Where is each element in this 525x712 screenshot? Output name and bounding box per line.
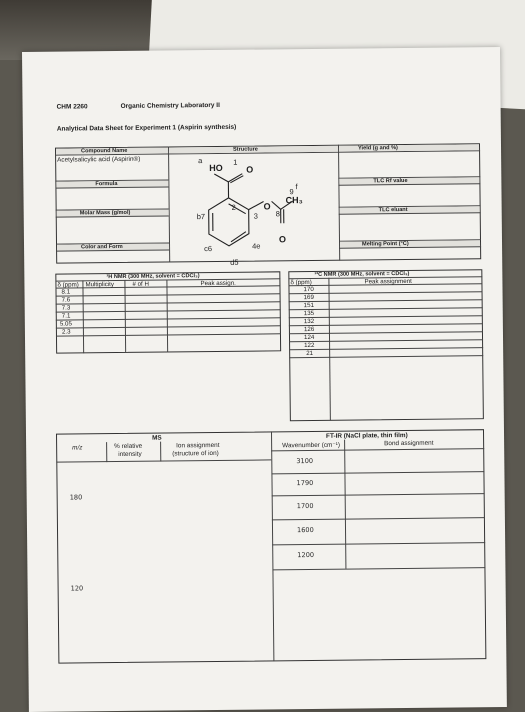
hnmr-col-assign: Peak assign. <box>200 280 236 287</box>
ftir-col-wavenumber: Wavenumber (cm⁻¹) <box>282 441 340 450</box>
label-9: 9 <box>289 187 293 196</box>
atom-ho: HO <box>209 163 223 173</box>
atom-ch3: CH₃ <box>286 195 303 205</box>
hnmr-col-ppm: δ (ppm) <box>57 281 78 288</box>
sheet-subtitle: Analytical Data Sheet for Experiment 1 (Aspirin synthesis) <box>57 124 237 133</box>
structure-label: Structure <box>233 147 258 153</box>
cnmr-ppm-row: 169 <box>304 294 314 301</box>
cnmr-ppm-row: 122 <box>304 342 314 349</box>
tlc-eluant-label: TLC eluant <box>379 207 408 213</box>
hnmr-ppm-row: 5.05 <box>60 320 72 327</box>
ms-col-mz: m/z <box>72 444 82 451</box>
ms-col-ion-b: (structure of ion) <box>172 450 219 457</box>
ftir-col-bond: Bond assignment <box>384 440 433 448</box>
label-2: 2 <box>232 203 236 212</box>
label-a: a <box>198 156 202 165</box>
ftir-title: FT-IR (NaCl plate, thin film) <box>326 432 408 440</box>
ms-col-rel-b: intensity <box>118 451 142 458</box>
compound-name-label: Compound Name <box>81 148 127 154</box>
color-form-label: Color and Form <box>81 244 123 250</box>
hnmr-ppm-row: 2.3 <box>62 329 71 336</box>
ms-col-rel-a: % relative <box>114 443 142 450</box>
ftir-value-row: 3100 <box>296 457 313 465</box>
ms-col-ion-a: Ion assignment <box>176 442 219 449</box>
ms-value-row: 180 <box>70 493 83 501</box>
cnmr-ppm-row: 126 <box>304 326 314 333</box>
ms-title: MS <box>152 435 162 442</box>
cnmr-col-assign: Peak assignment <box>364 278 412 285</box>
cnmr-ppm-row: 151 <box>304 302 314 309</box>
molar-mass-label: Molar Mass (g/mol) <box>80 210 131 217</box>
hnmr-col-nh: # of H <box>132 281 149 288</box>
label-3: 3 <box>254 212 258 221</box>
hnmr-col-multiplicity: Multiplicity <box>85 281 114 288</box>
atom-o-ester: O <box>264 201 271 211</box>
label-f: f <box>295 182 297 191</box>
label-4e: 4e <box>252 242 260 251</box>
yield-label: Yield (g and %) <box>358 145 398 151</box>
label-d5: d5 <box>230 258 238 267</box>
hnmr-title: ¹H NMR (300 MHz, solvent = CDCl₃) <box>106 273 199 280</box>
hnmr-ppm-row: 7.1 <box>62 313 71 320</box>
cnmr-ppm-row: 135 <box>304 310 314 317</box>
lab-title: Organic Chemistry Laboratory II <box>121 102 220 110</box>
melting-point-label: Melting Point (°C) <box>362 241 409 247</box>
label-1: 1 <box>233 158 237 167</box>
compound-name-value: Acetylsalicylic acid (Aspirin®) <box>57 156 140 164</box>
hnmr-ppm-row: 7.3 <box>62 305 71 312</box>
cnmr-ppm-row: 124 <box>304 334 314 341</box>
label-8: 8 <box>276 209 280 218</box>
tlc-rf-label: TLC Rf value <box>373 178 407 184</box>
label-b7: b7 <box>197 212 205 221</box>
ms-value-row: 120 <box>71 584 84 592</box>
atom-o-acetyl: O <box>279 234 286 244</box>
cnmr-title: ¹³C NMR (300 MHz, solvent = CDCl₃) <box>314 271 409 278</box>
ftir-value-row: 1790 <box>296 479 313 487</box>
formula-label: Formula <box>95 181 117 187</box>
cnmr-ppm-row: 21 <box>306 350 313 357</box>
atom-o-carbonyl: O <box>246 165 253 175</box>
ftir-value-row: 1600 <box>297 526 314 534</box>
ftir-value-row: 1200 <box>297 551 314 559</box>
hnmr-ppm-row: 7.6 <box>62 297 71 304</box>
cnmr-ppm-row: 170 <box>303 286 313 293</box>
label-c6: c6 <box>204 244 212 253</box>
aspirin-structure <box>168 159 309 270</box>
ftir-value-row: 1700 <box>297 502 314 510</box>
data-sheet-paper <box>22 47 507 712</box>
cnmr-ppm-row: 132 <box>304 318 314 325</box>
hnmr-ppm-row: 8.1 <box>61 289 70 296</box>
course-code: CHM 2260 <box>57 103 88 110</box>
cnmr-col-ppm: δ (ppm) <box>290 279 311 286</box>
